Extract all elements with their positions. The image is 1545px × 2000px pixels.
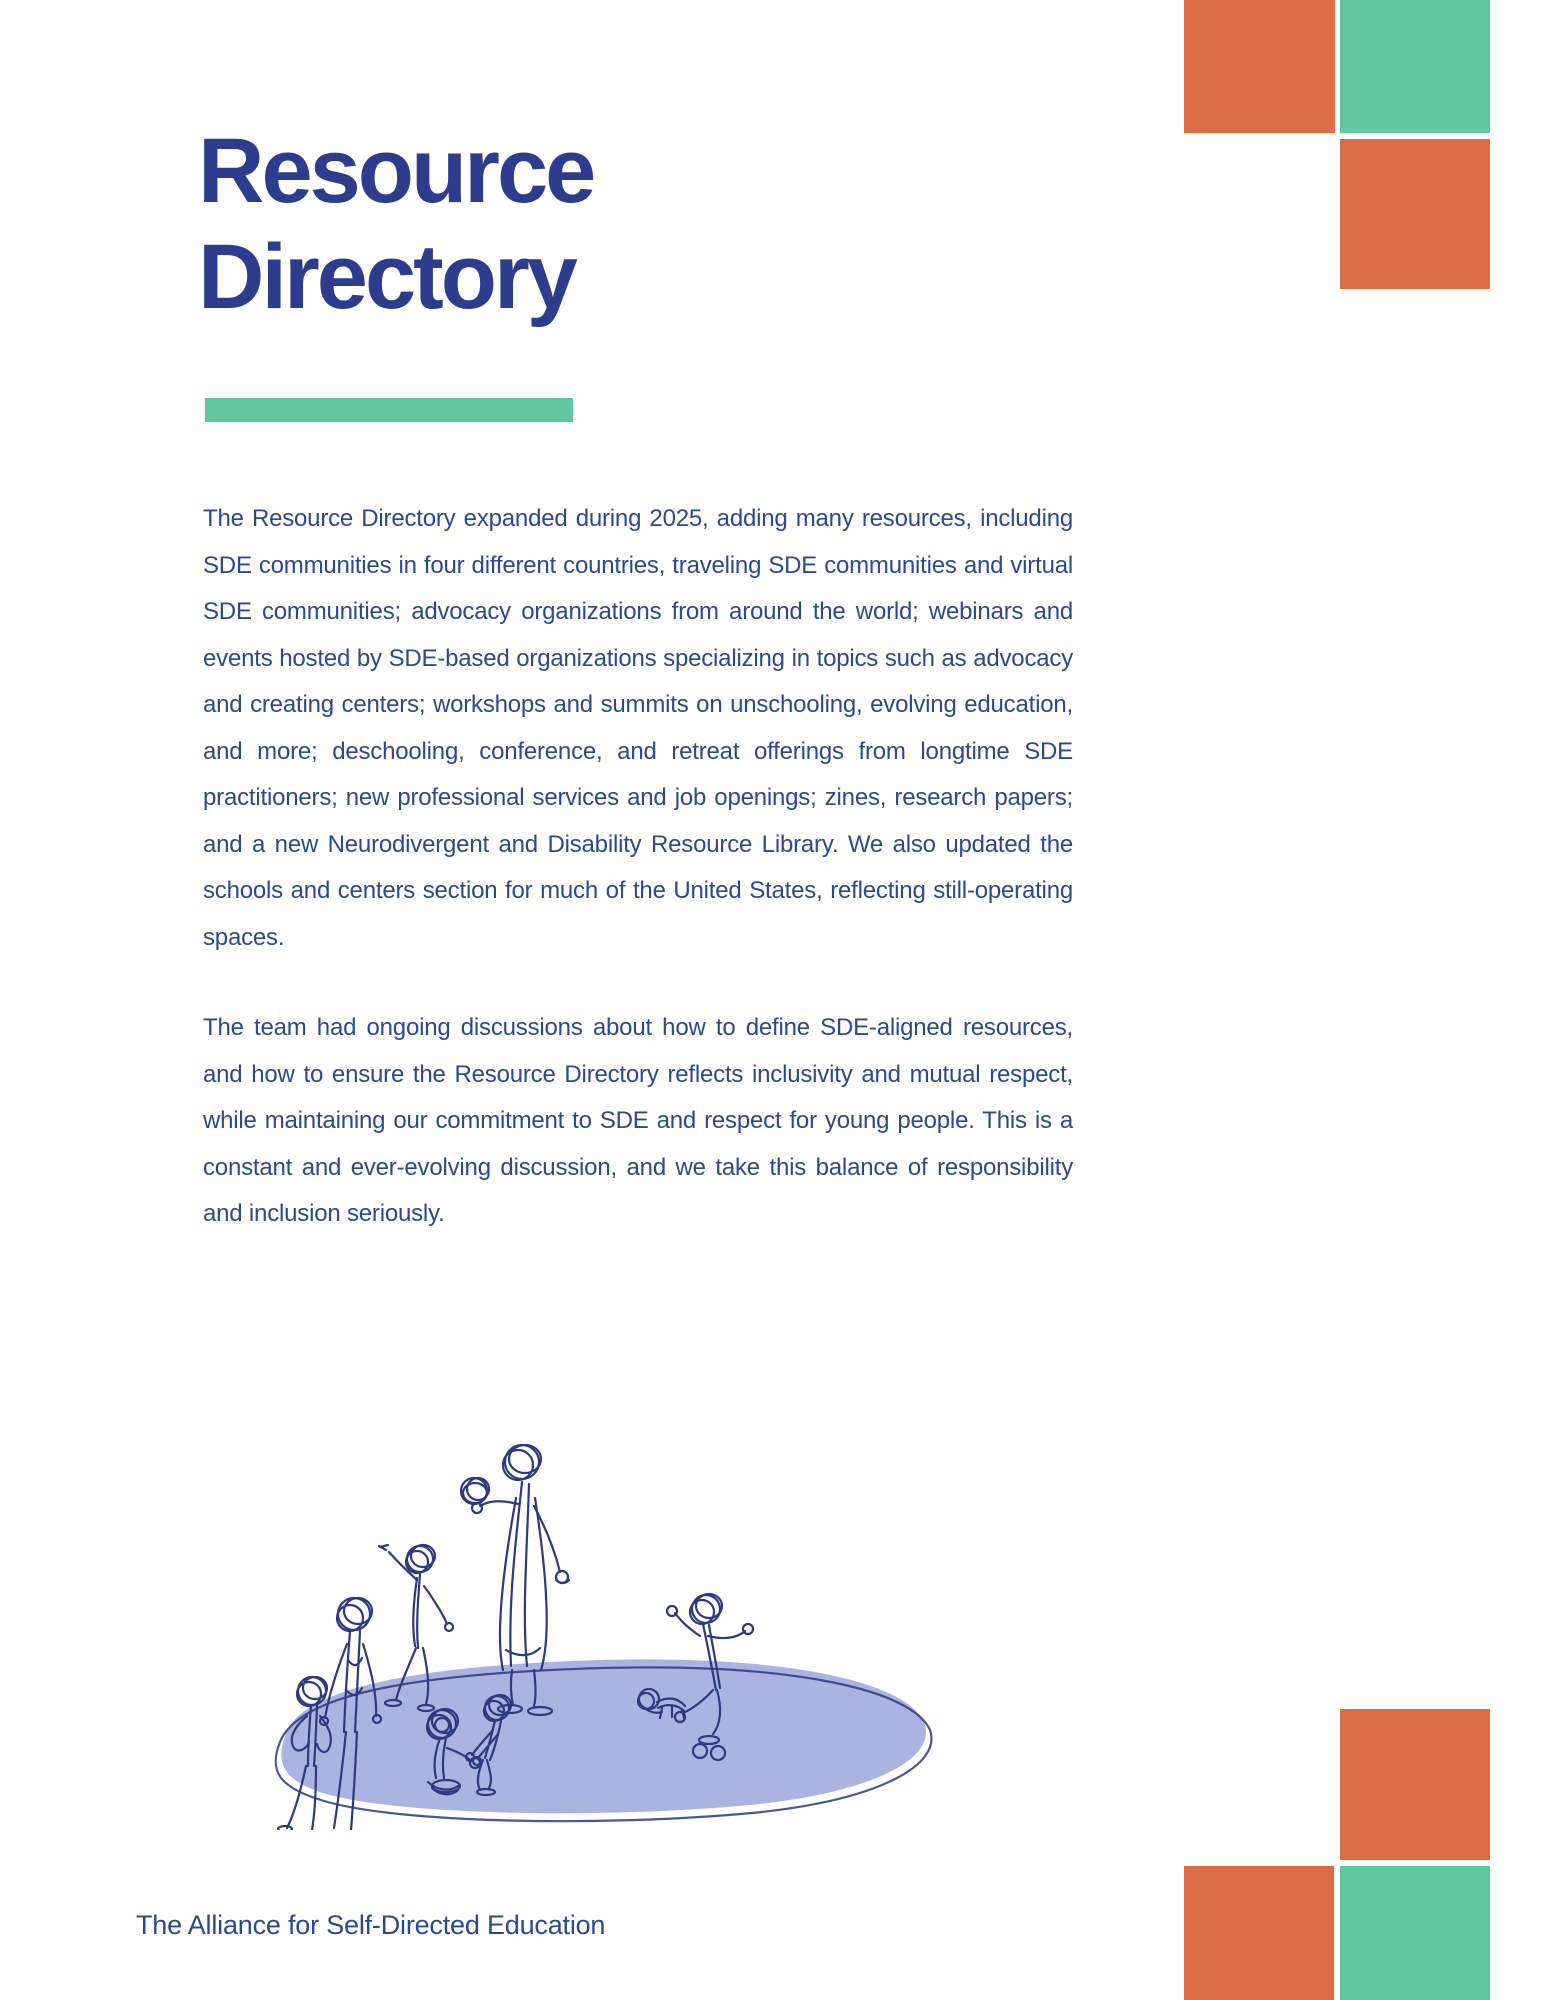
children-playing-illustration xyxy=(250,1400,950,1830)
corner-square-green-bottom-right xyxy=(1340,1866,1490,2000)
body-copy xyxy=(203,496,1073,1238)
footer-organization-name: The Alliance for Self-Directed Education xyxy=(136,1910,606,1940)
paragraph-team-discussions: The team had ongoing discussions about how to define SDE-aligned resources, and how to ensure the Resource Directory reflects inclusivity and mutual respect, while maintaining our commitment to SDE and respect for young people. This is a constant and ever-evolving discussion, and we take this balance of responsibility and inclusion seriously. xyxy=(203,1014,1073,1227)
paragraph-resource-directory-expansion: The Resource Directory expanded during 2025, adding many resources, including SDE communities in four different countries, traveling SDE communities and virtual SDE communities; advocacy organizations from around the world; webinars and events hosted by SDE-based organizations specializing in topics such as advocacy and creating centers; workshops and summits on unschooling, evolving education, and more; deschooling, conference, and retreat offerings from longtime SDE practitioners; new professional services and job openings; zines, research papers; and a new Neurodivergent and Disability Resource Library. We also updated the schools and centers section for much of the United States, reflecting still-operating spaces. xyxy=(203,505,1073,951)
corner-square-orange-bottom-left xyxy=(1184,1866,1334,2000)
corner-square-orange-top-lower xyxy=(1340,139,1490,289)
corner-square-orange-bottom-upper xyxy=(1340,1709,1490,1860)
corner-square-green-top-right xyxy=(1340,0,1490,133)
page-title: Resource Directory xyxy=(198,120,594,328)
corner-square-orange-top-left xyxy=(1184,0,1335,133)
title-underline-bar xyxy=(205,398,573,422)
